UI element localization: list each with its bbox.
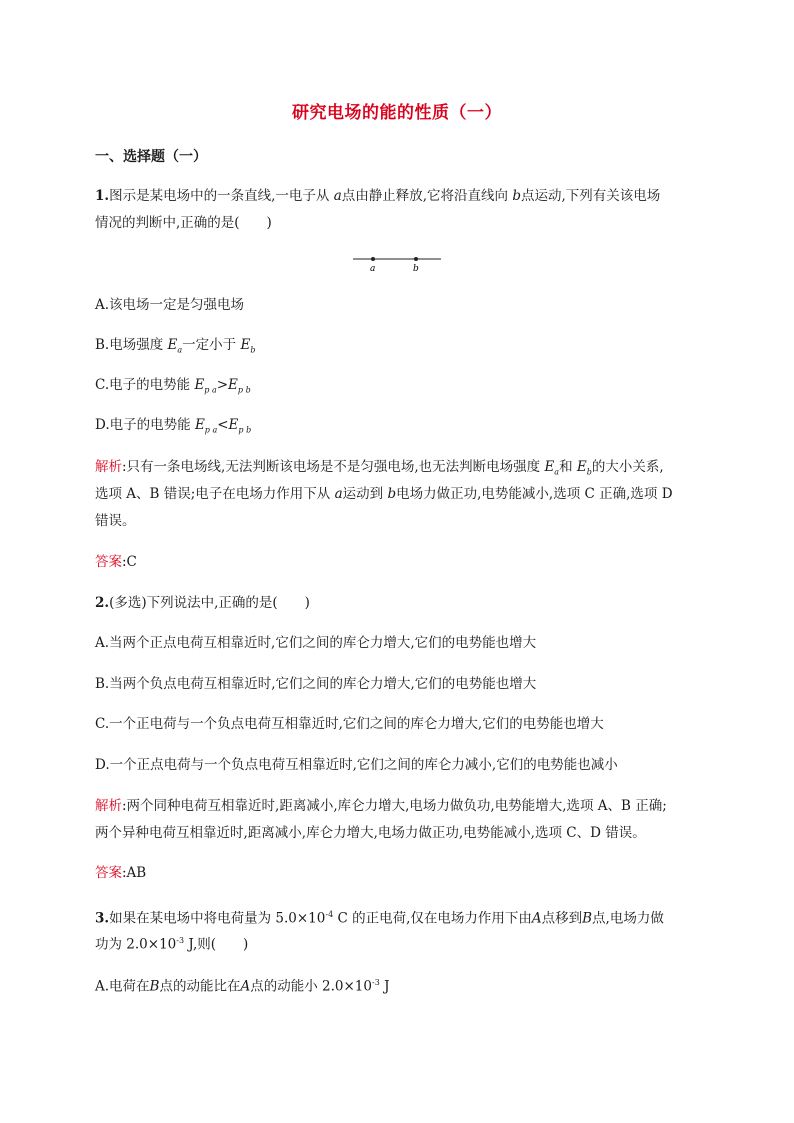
point-a — [371, 257, 375, 261]
q1-number: 1. — [95, 188, 110, 204]
q2-option-c: C.一个正电荷与一个负点电荷互相靠近时,它们之间的库仑力增大,它们的电势能也增大 — [95, 716, 604, 732]
q2-option-a: A.当两个正点电荷互相靠近时,它们之间的库仑力增大,它们的电势能也增大 — [95, 635, 537, 651]
page-title: 研究电场的能的性质（一） — [292, 103, 502, 123]
q1-stem-line2: 情况的判断中,正确的是( ) — [95, 215, 272, 231]
q3-number: 3. — [95, 910, 110, 927]
q2-analysis-line1: 解析:两个同种电荷互相靠近时,距离减小,库仑力增大,电场力做负功,电势能增大,选项 A、B 正确; — [95, 798, 667, 814]
q1-stem-line1: 1.图示是某电场中的一条直线,一电子从 a点由静止释放,它将沿直线向 b点运动,下列有关该电场 — [95, 188, 661, 204]
section-heading: 一、选择题（一） — [95, 149, 207, 165]
point-b — [414, 257, 418, 261]
q2-option-b: B.当两个负点电荷互相靠近时,它们之间的库仑力增大,它们的电势能也增大 — [95, 676, 537, 692]
q1-option-c: C.电子的电势能 $E_{p a}>E_{p b}$ — [95, 377, 251, 395]
q2-number: 2. — [95, 595, 110, 611]
label-b: b — [413, 264, 419, 274]
q1-option-b: B.电场强度 $E_a$一定小于 $E_b$ — [95, 337, 256, 355]
q1-field-line-figure — [353, 252, 443, 278]
q2-analysis-line2: 两个异种电荷互相靠近时,距离减小,库仑力增大,电场力做正功,电势能减小,选项 C、D 错误。 — [95, 825, 646, 841]
label-a: a — [370, 264, 376, 274]
q1-analysis-line3: 错误。 — [95, 513, 136, 529]
q1-option-a: A.该电场一定是匀强电场 — [95, 297, 245, 313]
q1-analysis-line1: 解析:只有一条电场线,无法判断该电场是不是匀强电场,也无法判断电场强度 $E_a$和 $E_b$的大小关系, — [95, 459, 664, 477]
q3-stem-line2: 功为 $2.0\times 10^{-3}$ J,则( ) — [95, 936, 249, 953]
q2-stem: 2.(多选)下列说法中,正确的是( ) — [95, 595, 310, 611]
q3-stem-line1: 3.如果在某电场中将电荷量为 $5.0\times 10^{-4}$ C 的正电荷,仅在电场力作用下由A点移到B点,电场力做 — [95, 910, 664, 927]
q2-answer: 答案:AB — [95, 865, 147, 881]
q1-option-d: D.电子的电势能 $E_{p a}<E_{p b}$ — [95, 417, 252, 435]
q2-option-d: D.一个正点电荷与一个负点电荷互相靠近时,它们之间的库仑力减小,它们的电势能也减小 — [95, 757, 618, 773]
q3-option-a: A.电荷在B点的动能比在A点的动能小 $2.0\times 10^{-3}$ J — [95, 978, 390, 995]
q1-answer: 答案:C — [95, 554, 137, 570]
field-line-diagram — [353, 252, 443, 278]
q1-analysis-line2: 选项 A、B 错误;电子在电场力作用下从 a运动到 b电场力做正功,电势能减小,选项 C 正确,选项 D — [95, 486, 673, 502]
